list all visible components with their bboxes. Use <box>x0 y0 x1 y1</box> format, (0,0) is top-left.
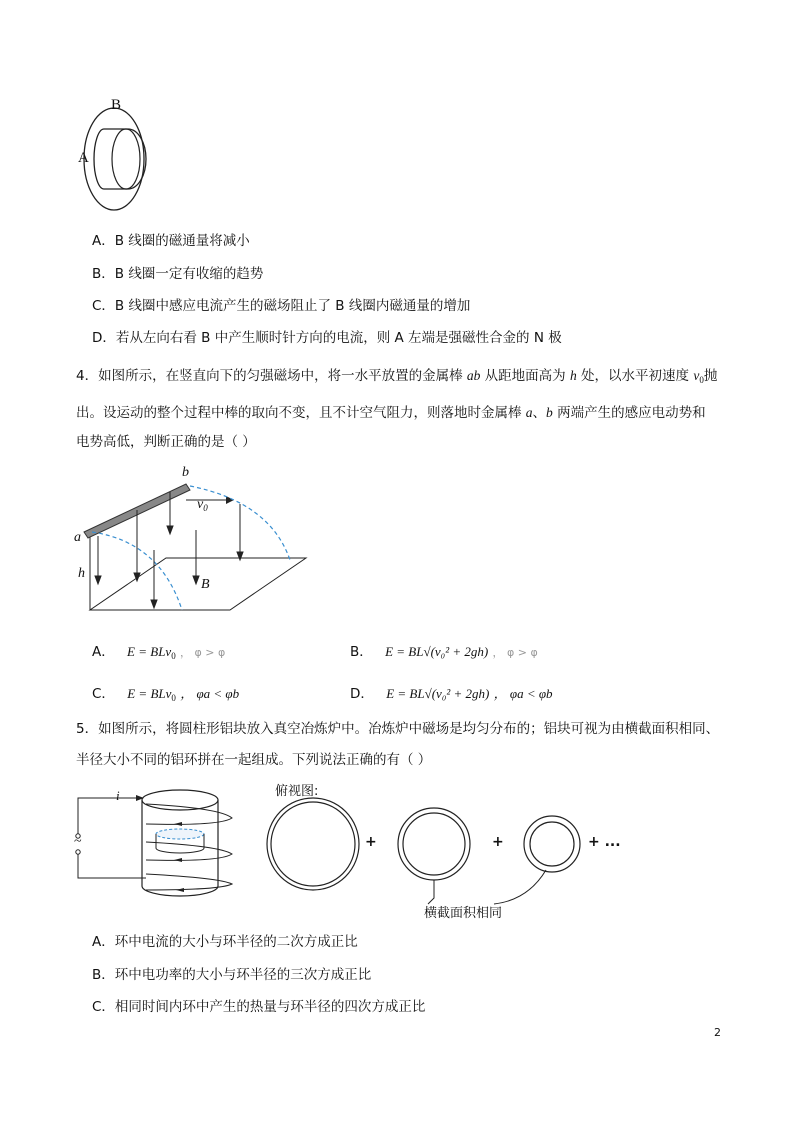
q5-option-a: A．环中电流的大小与环半径的二次方成正比 <box>92 934 358 950</box>
top-view-label: 俯视图: <box>275 784 319 799</box>
v0-label: $v_0$ <box>197 497 208 513</box>
coil-label-a: A <box>78 150 89 166</box>
q3-option-a: A．B 线圈的磁通量将减小 <box>92 233 250 249</box>
q4-option-b: B． E = BL√(v₀² + 2gh) ， φ > φ <box>350 644 538 660</box>
q4-stem-line3: 电势高低，判断正确的是（ ） <box>76 434 256 450</box>
q4-stem-line2: 出。设运动的整个过程中棒的取向不变，且不计空气阻力，则落地时金属棒 a、b 两端产生的感应电动势和 <box>76 405 706 421</box>
q5-stem-line2: 半径大小不同的铝环拼在一起组成。下列说法正确的有（ ） <box>76 752 432 768</box>
ring-caption: 横截面积相同 <box>424 906 503 921</box>
plus-sign-2: + <box>492 834 504 850</box>
rod-end-b-label: b <box>182 465 189 480</box>
rod-end-a-label: a <box>74 530 81 545</box>
q3-option-b: B．B 线圈一定有收缩的趋势 <box>92 266 264 282</box>
q3-option-c: C．B 线圈中感应电流产生的磁场阻止了 B 线圈内磁通量的增加 <box>92 298 471 314</box>
q4-option-a: A． E = BLv$_0$ ， φ > φ <box>92 644 226 661</box>
q5-stem-line1: 5．如图所示，将圆柱形铝块放入真空冶炼炉中。冶炼炉中磁场是均匀分布的；铝块可视为由横截面积相同、 <box>76 721 720 737</box>
plus-sign-1: + <box>365 834 377 850</box>
q4-option-c: C． E = BLv$_0$ ， φa < φb <box>92 686 240 703</box>
q3-option-d: D．若从左向右看 B 中产生顺时针方向的电流，则 A 左端是强磁性合金的 N 极 <box>92 330 562 346</box>
coil-label-b: B <box>111 97 122 113</box>
field-b-label: B <box>201 577 210 592</box>
furnace-figure <box>70 786 240 902</box>
ac-source-symbol: ~ <box>74 834 82 849</box>
plus-sign-3: + ... <box>588 834 621 850</box>
height-h-label: h <box>78 566 85 581</box>
coil-b-outer <box>84 108 144 210</box>
current-i-label: i <box>116 788 120 803</box>
falling-rod-figure <box>70 462 310 622</box>
q5-option-b: B．环中电功率的大小与环半径的三次方成正比 <box>92 967 372 983</box>
page-number: 2 <box>714 1026 721 1039</box>
q5-option-c: C．相同时间内环中产生的热量与环半径的四次方成正比 <box>92 999 426 1015</box>
q4-option-d: D． E = BL√(v₀² + 2gh) ， φa < φb <box>350 686 553 702</box>
q4-stem-line1: 4．如图所示，在竖直向下的匀强磁场中，将一水平放置的金属棒 ab 从距地面高为 h 处，以水平初速度 $v_0$抛 <box>76 368 718 385</box>
